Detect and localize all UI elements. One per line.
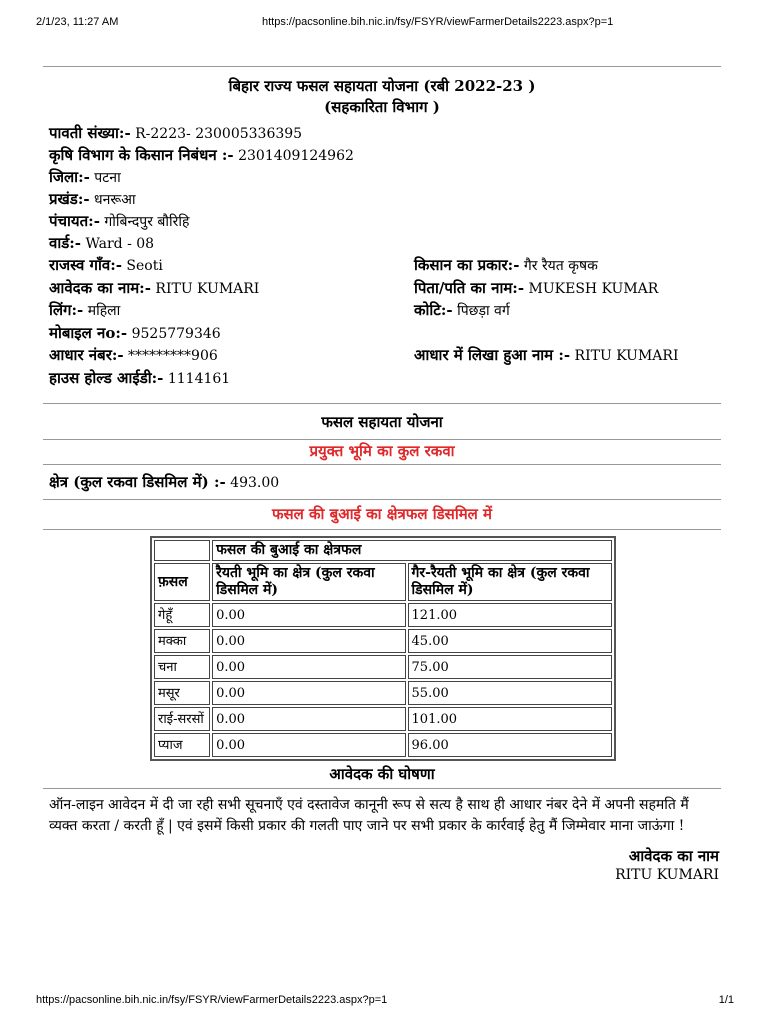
- farmer-type: किसान का प्रकार:- गैर रैयत कृषक: [414, 256, 598, 274]
- print-url: https://pacsonline.bih.nic.in/fsy/FSYR/viewFarmerDetails2223.aspx?p=1: [262, 16, 614, 28]
- col-header-non-raiyati: गैर-रैयती भूमि का क्षेत्र (कुल रकवा डिसमिल में): [408, 563, 612, 601]
- table-row: [154, 733, 612, 757]
- aadhaar-number: आधार नंबर:- *********906: [49, 346, 218, 364]
- raiyati-area-cell: 0.00: [212, 629, 405, 653]
- divider: [43, 403, 721, 404]
- page-number: 1/1: [718, 994, 734, 1006]
- household-id: हाउस होल्ड आईडी:- 1114161: [49, 369, 231, 387]
- block: प्रखंड:- धनरूआ: [49, 190, 136, 208]
- raiyati-area-cell: 0.00: [212, 603, 405, 627]
- applicant-name: आवेदक का नाम:- RITU KUMARI: [49, 279, 260, 297]
- total-area: क्षेत्र (कुल रकवा डिसमिल में) :- 493.00: [49, 473, 280, 491]
- scheme-title: फसल सहायता योजना: [321, 413, 443, 431]
- crop-cell: गेहूँ: [154, 603, 210, 627]
- table-row: [154, 603, 612, 627]
- raiyati-area-cell: 0.00: [212, 681, 405, 705]
- receipt-number: पावती संख्या:- R-2223- 230005336395: [49, 124, 303, 142]
- crop-cell: मसूर: [154, 681, 210, 705]
- farmer-details-page: [43, 66, 721, 883]
- land-title: प्रयुक्त भूमि का कुल रकवा: [309, 442, 455, 460]
- declaration-text: ऑन-लाइन आवेदन में दी जा रही सभी सूचनाएँ एवं दस्तावेज कानूनी रूप से सत्य है साथ ही आधार नंबर देने में अपनी सहमति मैं व्यक्त करता / करती हूँ | एवं इसमें किसी प्रकार की गलती पाए जाने पर सभी प्रकार के कार्रवाई हेतु मैं जिम्मेवार माना जाऊंगा !: [49, 797, 689, 834]
- divider: [43, 66, 721, 67]
- raiyati-area-cell: 0.00: [212, 655, 405, 679]
- col-header-crop: फ़सल: [154, 563, 210, 601]
- aadhaar-name: आधार में लिखा हुआ नाम :- RITU KUMARI: [414, 346, 679, 364]
- table-row: [154, 707, 612, 731]
- group-header: फसल की बुआई का क्षेत्रफल: [212, 540, 612, 561]
- non-raiyati-area-cell: 101.00: [408, 707, 612, 731]
- non-raiyati-area-cell: 96.00: [408, 733, 612, 757]
- scheme-section: [43, 403, 721, 885]
- category: कोटि:- पिछड़ा वर्ग: [414, 301, 510, 319]
- col-header-raiyati: रैयती भूमि का क्षेत्र (कुल रकवा डिसमिल में): [212, 563, 405, 601]
- non-raiyati-area-cell: 75.00: [408, 655, 612, 679]
- ward: वार्ड:- Ward - 08: [49, 234, 155, 252]
- gender: लिंग:- महिला: [49, 301, 121, 319]
- page-title: [43, 76, 721, 118]
- table-header-row: [154, 540, 612, 561]
- sowing-title: फसल की बुआई का क्षेत्रफल डिसमिल में: [271, 505, 493, 523]
- divider: [43, 788, 721, 789]
- title-line1: बिहार राज्य फसल सहायता योजना (रबी 2022-23 ): [228, 77, 536, 95]
- table-row: [154, 655, 612, 679]
- print-datetime: 2/1/23, 11:27 AM: [36, 16, 119, 28]
- panchayat: पंचायत:- गोबिन्दपुर बौरिहि: [49, 212, 190, 230]
- divider: [43, 529, 721, 530]
- farmer-info: [43, 122, 721, 422]
- revenue-village: राजस्व गाँव:- Seoti: [49, 256, 163, 274]
- non-raiyati-area-cell: 55.00: [408, 681, 612, 705]
- divider: [43, 464, 721, 465]
- table-header-row: [154, 563, 612, 601]
- crop-area-table: [150, 536, 616, 761]
- applicant-signature: [43, 847, 721, 885]
- father-husband-name: पिता/पति का नाम:- MUKESH KUMAR: [414, 279, 659, 297]
- crop-cell: चना: [154, 655, 210, 679]
- signature-name: RITU KUMARI: [615, 867, 719, 883]
- non-raiyati-area-cell: 45.00: [408, 629, 612, 653]
- mobile-number: मोबाइल नo:- 9525779346: [49, 324, 221, 342]
- declaration-title: आवेदक की घोषणा: [329, 765, 435, 783]
- crop-cell: मक्का: [154, 629, 210, 653]
- raiyati-area-cell: 0.00: [212, 733, 405, 757]
- registration-number: कृषि विभाग के किसान निबंधन :- 2301409124962: [49, 146, 354, 164]
- table-row: [154, 629, 612, 653]
- empty-header-cell: [154, 540, 210, 561]
- table-row: [154, 681, 612, 705]
- district: जिला:- पटना: [49, 168, 121, 186]
- divider: [43, 499, 721, 500]
- signature-label: आवेदक का नाम: [628, 847, 719, 865]
- footer-url: https://pacsonline.bih.nic.in/fsy/FSYR/viewFarmerDetails2223.aspx?p=1: [36, 994, 388, 1006]
- crop-cell: प्याज: [154, 733, 210, 757]
- crop-cell: राई-सरसों: [154, 707, 210, 731]
- raiyati-area-cell: 0.00: [212, 707, 405, 731]
- title-line2: (सहकारिता विभाग ): [324, 98, 440, 116]
- non-raiyati-area-cell: 121.00: [408, 603, 612, 627]
